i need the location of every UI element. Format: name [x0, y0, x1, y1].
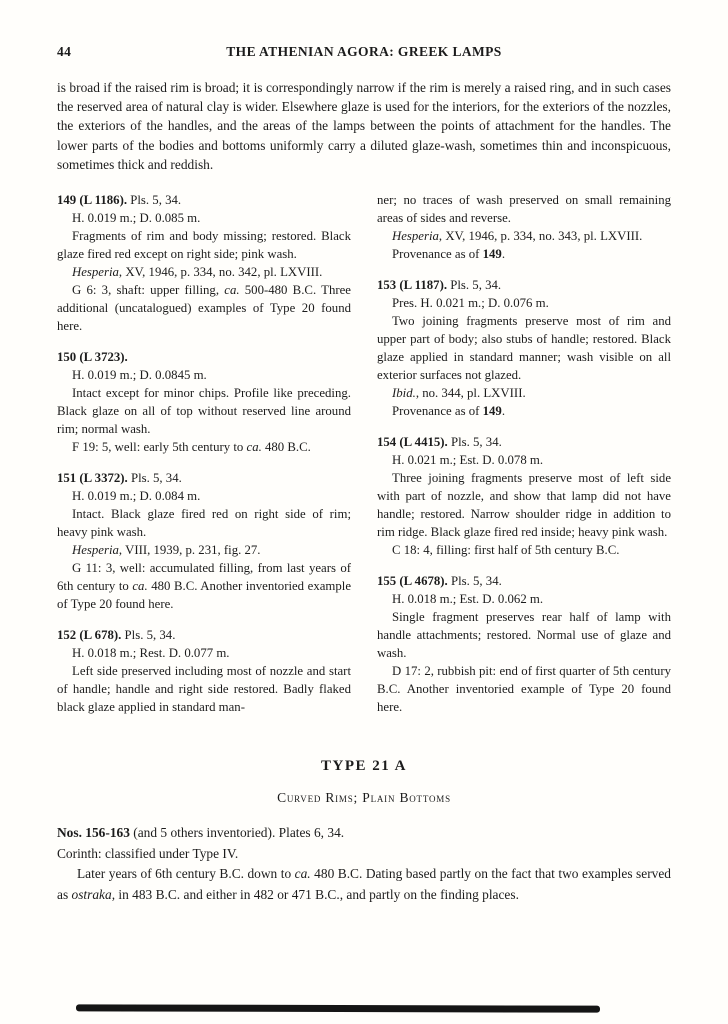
entry-paragraph: Pres. H. 0.021 m.; D. 0.076 m. [392, 296, 549, 311]
entry-heading: 155 (L 4678). Pls. 5, 34. [377, 574, 502, 589]
entry-paragraph: Hesperia, XV, 1946, p. 334, no. 343, pl. LXVIII. [392, 229, 643, 244]
entry-heading: 150 (L 3723). [57, 350, 128, 365]
entry-paragraph: Provenance as of 149. [392, 247, 506, 262]
entry-heading: 154 (L 4415). Pls. 5, 34. [377, 435, 502, 450]
type-section [57, 758, 671, 905]
entry-paragraph: Fragments of rim and body missing; restored. Black glaze fired red except on right side; pink wash. [57, 229, 351, 262]
scan-artifact-bar [76, 1004, 600, 1012]
entry-paragraph: Hesperia, XV, 1946, p. 334, no. 342, pl. LXVIII. [72, 265, 323, 280]
entry-heading: 153 (L 1187). Pls. 5, 34. [377, 278, 502, 293]
entry-heading: 151 (L 3372). Pls. 5, 34. [57, 471, 182, 486]
column-right [377, 191, 671, 716]
catalog-columns [57, 191, 671, 716]
entry-paragraph: ner; no traces of wash preserved on small remaining areas of sides and reverse. [377, 193, 671, 226]
entry-paragraph: D 17: 2, rubbish pit: end of first quarter of 5th century B.C. Another inventoried example of Type 20 found here. [377, 664, 671, 715]
section-line: Later years of 6th century B.C. down to ca. 480 B.C. Dating based partly on the fact that two examples served as ostraka, in 483 B.C. and either in 482 or 471 B.C., and partly on the finding places. [57, 866, 671, 902]
entry-paragraph: H. 0.018 m.; Est. D. 0.062 m. [392, 592, 544, 607]
entry-paragraph: H. 0.019 m.; D. 0.084 m. [72, 489, 201, 504]
section-subtitle: Curved Rims; Plain Bottoms [277, 790, 451, 806]
running-head [57, 44, 671, 63]
section-line: Nos. 156-163 (and 5 others inventoried). Plates 6, 34. [57, 825, 345, 841]
running-title: THE ATHENIAN AGORA: GREEK LAMPS [226, 44, 502, 59]
section-title: TYPE 21 A [320, 758, 407, 775]
entry-paragraph: Intact. Black glaze fired red on right side of rim; heavy pink wash. [57, 507, 351, 540]
entry-paragraph: Hesperia, VIII, 1939, p. 231, fig. 27. [72, 543, 261, 558]
entry-paragraph: H. 0.019 m.; D. 0.0845 m. [72, 368, 207, 383]
section-line: Corinth: classified under Type IV. [57, 845, 239, 861]
entry-paragraph: H. 0.019 m.; D. 0.085 m. [72, 211, 201, 226]
entry-paragraph: Provenance as of 149. [392, 404, 506, 419]
section-body [57, 823, 671, 905]
page-number: 44 [57, 44, 72, 59]
entry-paragraph: Left side preserved including most of nozzle and start of handle; handle and right side restored. Badly flaked black glaze applied in standard man- [57, 664, 351, 715]
entry-paragraph: Three joining fragments preserve most of left side with part of nozzle, and show that lamp did not have handle; restored. Narrow shoulder ridge in addition to rim ridge. Black glaze fired red inside; heavy pink wash. [377, 471, 671, 540]
column-left [57, 191, 351, 716]
intro-paragraph: is broad if the raised rim is broad; it is correspondingly narrow if the rim is merely a raised ring, and in such cases the reserved area of natural clay is wider. Elsewhere glaze is used for the interiors, for the exteriors of the nozzles, the exteriors of the handles, and the areas of the lamps between the points of attachment for the handles. The lower parts of the bodies and bottoms uniformly carry a diluted glaze-wash, sometimes thin and inconspicuous, sometimes thick and reddish. [57, 80, 671, 172]
entry-paragraph: Single fragment preserves rear half of lamp with handle attachments; restored. Normal use of glaze and wash. [377, 610, 671, 661]
entry-paragraph: G 6: 3, shaft: upper filling, ca. 500-480 B.C. Three additional (uncatalogued) examples of Type 20 found here. [57, 283, 351, 334]
entry-paragraph: H. 0.018 m.; Rest. D. 0.077 m. [72, 646, 230, 661]
entry-paragraph: Intact except for minor chips. Profile like preceding. Black glaze on all of top without reserved line around rim; normal wash. [57, 386, 351, 437]
entry-paragraph: C 18: 4, filling: first half of 5th century B.C. [392, 543, 620, 558]
entry-heading: 149 (L 1186). Pls. 5, 34. [57, 193, 182, 208]
entry-paragraph: F 19: 5, well: early 5th century to ca. 480 B.C. [72, 440, 311, 455]
entry-paragraph: G 11: 3, well: accumulated filling, from last years of 6th century to ca. 480 B.C. Another inventoried example of Type 20 found here. [57, 561, 351, 612]
entry-heading: 152 (L 678). Pls. 5, 34. [57, 628, 176, 643]
entry-paragraph: Two joining fragments preserve most of rim and upper part of body; also stubs of handle; restored. Black glaze applied in standard manner; wash visible on all exterior surfaces not glazed. [377, 314, 671, 383]
entry-paragraph: Ibid., no. 344, pl. LXVIII. [392, 386, 526, 401]
entry-paragraph: H. 0.021 m.; Est. D. 0.078 m. [392, 453, 544, 468]
